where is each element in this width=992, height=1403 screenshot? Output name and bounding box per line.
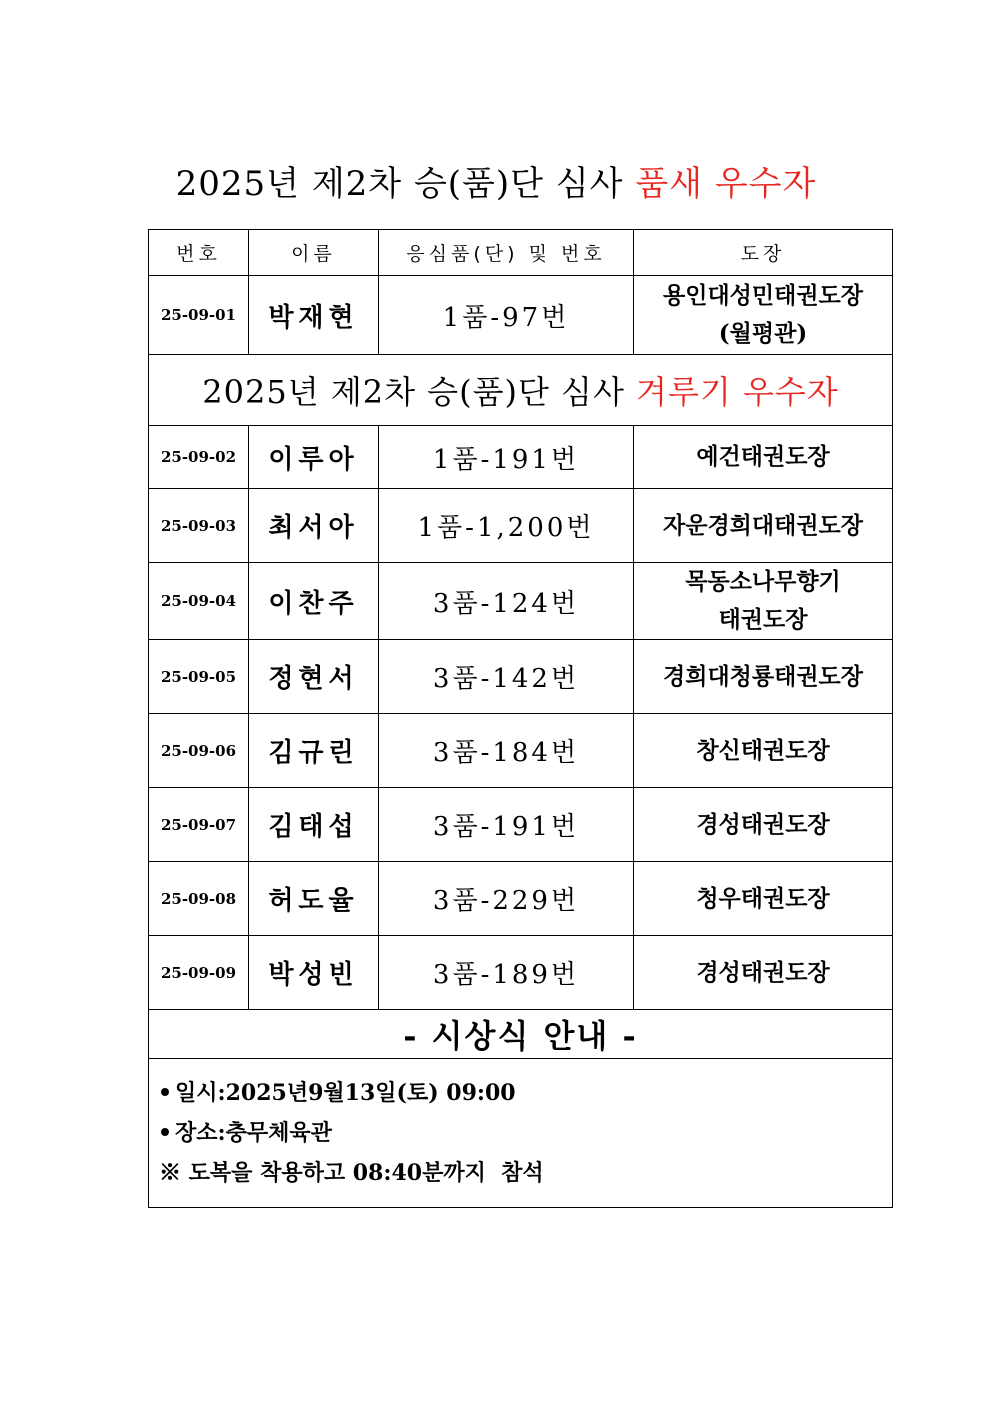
row-dojang — [634, 276, 893, 355]
row-name: 박재현 — [249, 276, 379, 355]
row-number: 25-09-07 — [149, 788, 249, 862]
row-dojang: 경희대청룡태권도장 — [634, 640, 893, 714]
row-rank: 3품-189번 — [379, 936, 634, 1010]
row-name: 박성빈 — [249, 936, 379, 1010]
table-row — [149, 862, 893, 936]
title-highlight: 품새 우수자 — [635, 164, 817, 204]
row-dojang: 경성태권도장 — [634, 936, 893, 1010]
header-number: 번호 — [149, 230, 249, 276]
row-name: 이찬주 — [249, 563, 379, 640]
subtitle-highlight: 겨루기 우수자 — [636, 373, 839, 411]
table-row — [149, 276, 893, 355]
header-rank: 응심품(단) 및 번호 — [379, 230, 634, 276]
bullet-icon — [161, 1088, 169, 1096]
row-name: 김규린 — [249, 714, 379, 788]
row-rank: 3품-124번 — [379, 563, 634, 640]
row-dojang: 예건태권도장 — [634, 426, 893, 489]
subtitle-prefix: 2025년 제2차 승(품)단 심사 — [202, 373, 625, 411]
table-row — [149, 936, 893, 1010]
row-name: 허도율 — [249, 862, 379, 936]
ceremony-place: 장소:충무체육관 — [175, 1120, 332, 1146]
ceremony-date: 일시:2025년9월13일(토) 09:00 — [175, 1080, 516, 1106]
dojang-line1: 용인대성민태권도장 — [663, 282, 863, 309]
row-number: 25-09-08 — [149, 862, 249, 936]
header-name: 이름 — [249, 230, 379, 276]
table-row — [149, 788, 893, 862]
row-name: 최서아 — [249, 489, 379, 563]
row-number: 25-09-04 — [149, 563, 249, 640]
table-header-row — [149, 230, 893, 276]
ceremony-date-line — [159, 1073, 882, 1113]
document-title — [0, 156, 992, 205]
ceremony-info-row — [149, 1059, 893, 1208]
row-dojang: 자운경희대태권도장 — [634, 489, 893, 563]
row-rank: 3품-142번 — [379, 640, 634, 714]
row-dojang — [634, 563, 893, 640]
row-name: 김태섭 — [249, 788, 379, 862]
table-row — [149, 563, 893, 640]
dojang-line1: 목동소나무향기 — [685, 568, 841, 595]
ceremony-note-line — [159, 1153, 882, 1193]
row-rank: 1품-191번 — [379, 426, 634, 489]
ceremony-place-line — [159, 1113, 882, 1153]
ceremony-info — [149, 1059, 893, 1208]
row-dojang: 창신태권도장 — [634, 714, 893, 788]
dojang-line2: (월평관) — [718, 320, 808, 347]
section-subtitle — [149, 355, 893, 426]
row-number: 25-09-05 — [149, 640, 249, 714]
table-row — [149, 426, 893, 489]
row-number: 25-09-02 — [149, 426, 249, 489]
results-table — [148, 229, 893, 1208]
row-number: 25-09-03 — [149, 489, 249, 563]
table-row — [149, 489, 893, 563]
row-rank: 3품-191번 — [379, 788, 634, 862]
section-subtitle-row — [149, 355, 893, 426]
row-dojang: 경성태권도장 — [634, 788, 893, 862]
row-number: 25-09-06 — [149, 714, 249, 788]
row-rank: 3품-229번 — [379, 862, 634, 936]
row-number: 25-09-09 — [149, 936, 249, 1010]
ceremony-title: - 시상식 안내 - — [149, 1010, 893, 1059]
row-name: 정현서 — [249, 640, 379, 714]
bullet-icon — [161, 1128, 169, 1136]
row-rank: 1품-1,200번 — [379, 489, 634, 563]
dojang-line2: 태권도장 — [718, 606, 808, 633]
table-row — [149, 714, 893, 788]
ceremony-title-row — [149, 1010, 893, 1059]
ceremony-note: ※ 도복을 착용하고 08:40분까지 참석 — [159, 1160, 544, 1186]
row-rank: 1품-97번 — [379, 276, 634, 355]
title-prefix: 2025년 제2차 승(품)단 심사 — [175, 164, 624, 204]
row-number: 25-09-01 — [149, 276, 249, 355]
row-dojang: 청우태권도장 — [634, 862, 893, 936]
row-rank: 3품-184번 — [379, 714, 634, 788]
header-dojang: 도장 — [634, 230, 893, 276]
row-name: 이루아 — [249, 426, 379, 489]
table-row — [149, 640, 893, 714]
